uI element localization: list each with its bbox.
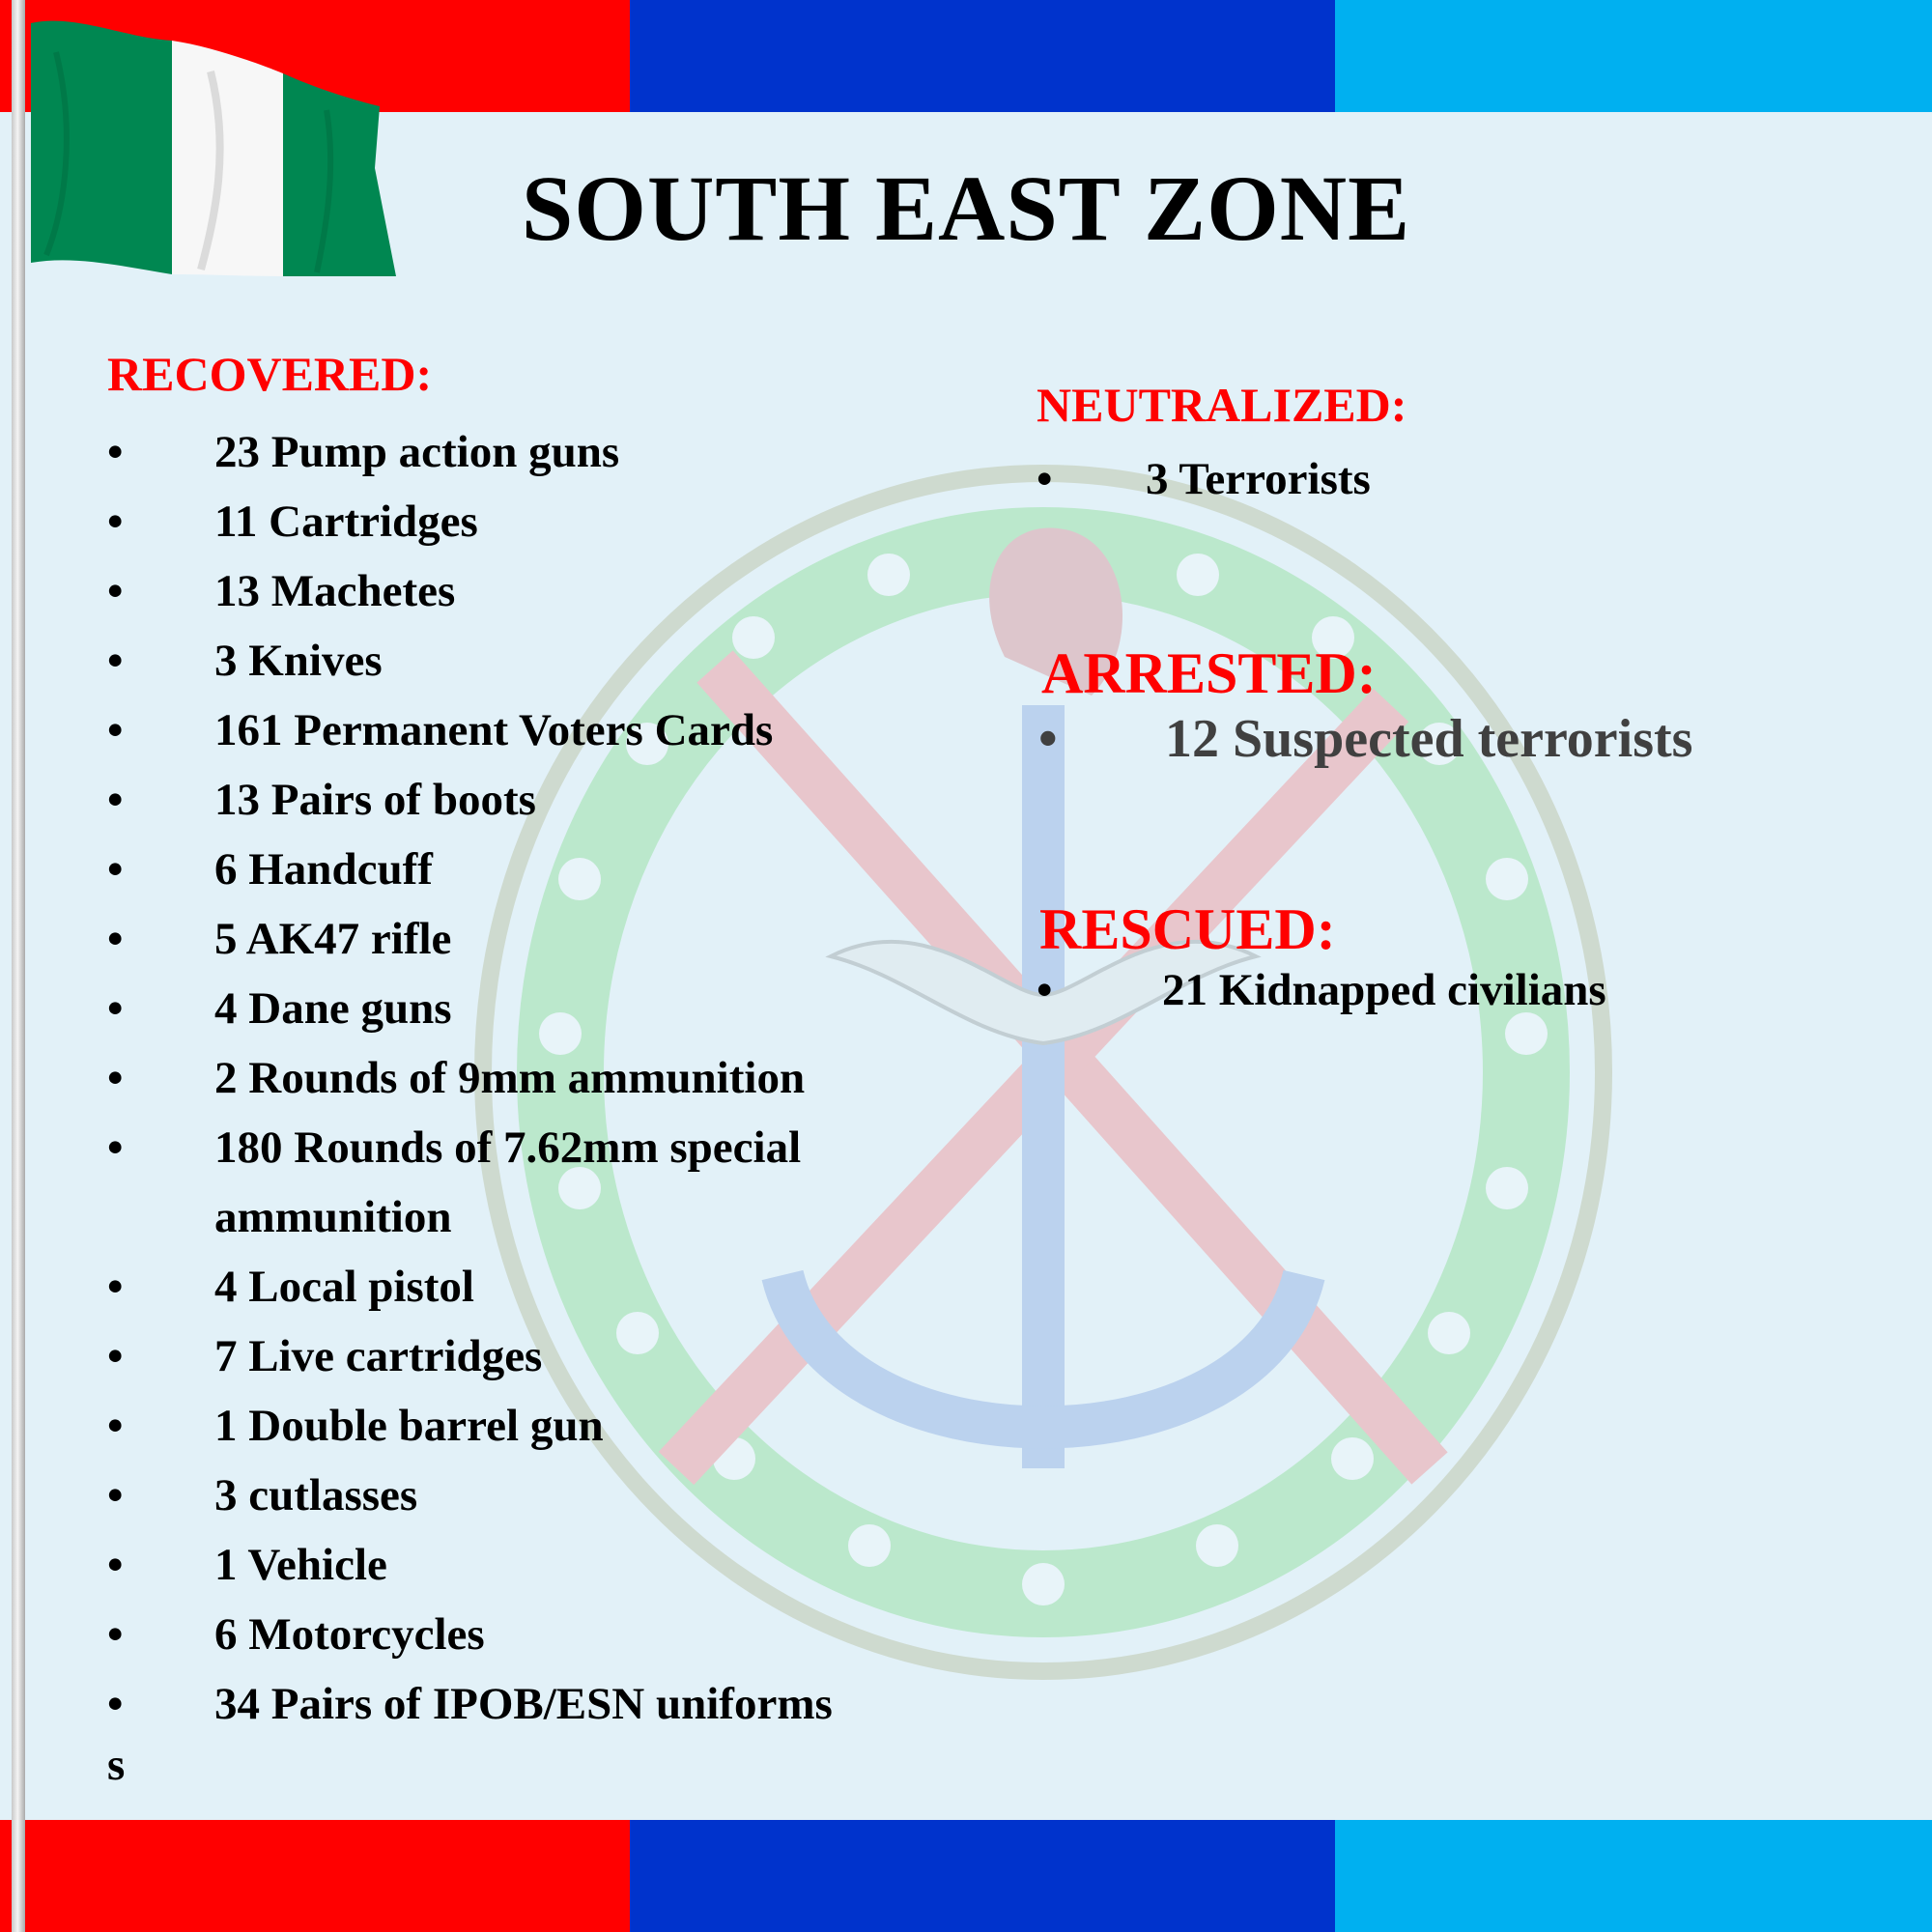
list-item: • 3 cutlasses	[107, 1461, 977, 1530]
bullet-icon: •	[107, 636, 124, 686]
bullet-icon: •	[107, 1401, 124, 1451]
list-item: • 7 Live cartridges	[107, 1321, 977, 1391]
bullet-icon: •	[1037, 965, 1053, 1015]
bullet-icon: •	[107, 1679, 124, 1729]
bullet-icon: •	[107, 1122, 124, 1173]
list-item: • 1 Vehicle	[107, 1530, 977, 1600]
neutralized-heading: NEUTRALIZED:	[1037, 378, 1407, 432]
list-item: • 3 Knives	[107, 626, 977, 696]
arrested-list	[1038, 708, 1692, 770]
list-item: • 161 Permanent Voters Cards	[107, 696, 977, 765]
neutralized-list	[1037, 450, 1371, 508]
trailing-text: s	[107, 1740, 126, 1790]
list-item: • 1 Double barrel gun	[107, 1391, 977, 1461]
list-item: • 34 Pairs of IPOB/ESN uniforms	[107, 1669, 977, 1739]
recovered-heading: RECOVERED:	[107, 347, 433, 401]
bullet-icon: •	[107, 566, 124, 616]
list-item: • 2 Rounds of 9mm ammunition	[107, 1043, 977, 1113]
list-item: • 180 Rounds of 7.62mm special ammunition	[107, 1113, 833, 1252]
bullet-icon: •	[107, 1331, 124, 1381]
page-title: SOUTH EAST ZONE	[521, 156, 1411, 260]
band-blue-segment	[630, 0, 1335, 112]
bullet-icon: •	[107, 427, 124, 477]
bullet-icon: •	[107, 775, 124, 825]
arrested-heading: ARRESTED:	[1041, 641, 1377, 705]
list-item: • 5 AK47 rifle	[107, 904, 977, 974]
bullet-icon: •	[107, 1470, 124, 1520]
bullet-icon: •	[107, 914, 124, 964]
bullet-icon: •	[107, 705, 124, 755]
bullet-icon: •	[107, 844, 124, 895]
bullet-icon: •	[1037, 454, 1053, 504]
bullet-icon: •	[107, 1262, 124, 1312]
list-item: • 23 Pump action guns	[107, 417, 977, 487]
band-blue-segment	[630, 1820, 1335, 1932]
rescued-list	[1037, 961, 1606, 1019]
bullet-icon: •	[1038, 709, 1058, 769]
bullet-icon: •	[107, 983, 124, 1034]
list-item: • 6 Motorcycles	[107, 1600, 977, 1669]
bullet-icon: •	[107, 1609, 124, 1660]
band-red-segment	[0, 1820, 630, 1932]
list-item: • 21 Kidnapped civilians	[1037, 961, 1606, 1019]
bottom-color-band	[0, 1820, 1932, 1932]
bullet-icon: •	[107, 497, 124, 547]
list-item: • 4 Local pistol	[107, 1252, 977, 1321]
list-item: • 13 Machetes	[107, 556, 977, 626]
list-item: • 6 Handcuff	[107, 835, 977, 904]
list-item: • 13 Pairs of boots	[107, 765, 977, 835]
recovered-list	[107, 417, 977, 1739]
rescued-heading: RESCUED:	[1039, 897, 1336, 961]
list-item: • 3 Terrorists	[1037, 450, 1371, 508]
flag-pole	[12, 0, 25, 1932]
bullet-icon: •	[107, 1540, 124, 1590]
list-item: • 12 Suspected terrorists	[1038, 709, 1693, 769]
list-item: • 4 Dane guns	[107, 974, 977, 1043]
band-cyan-segment	[1335, 0, 1932, 112]
band-cyan-segment	[1335, 1820, 1932, 1932]
list-item: • 11 Cartridges	[107, 487, 977, 556]
bullet-icon: •	[107, 1053, 124, 1103]
